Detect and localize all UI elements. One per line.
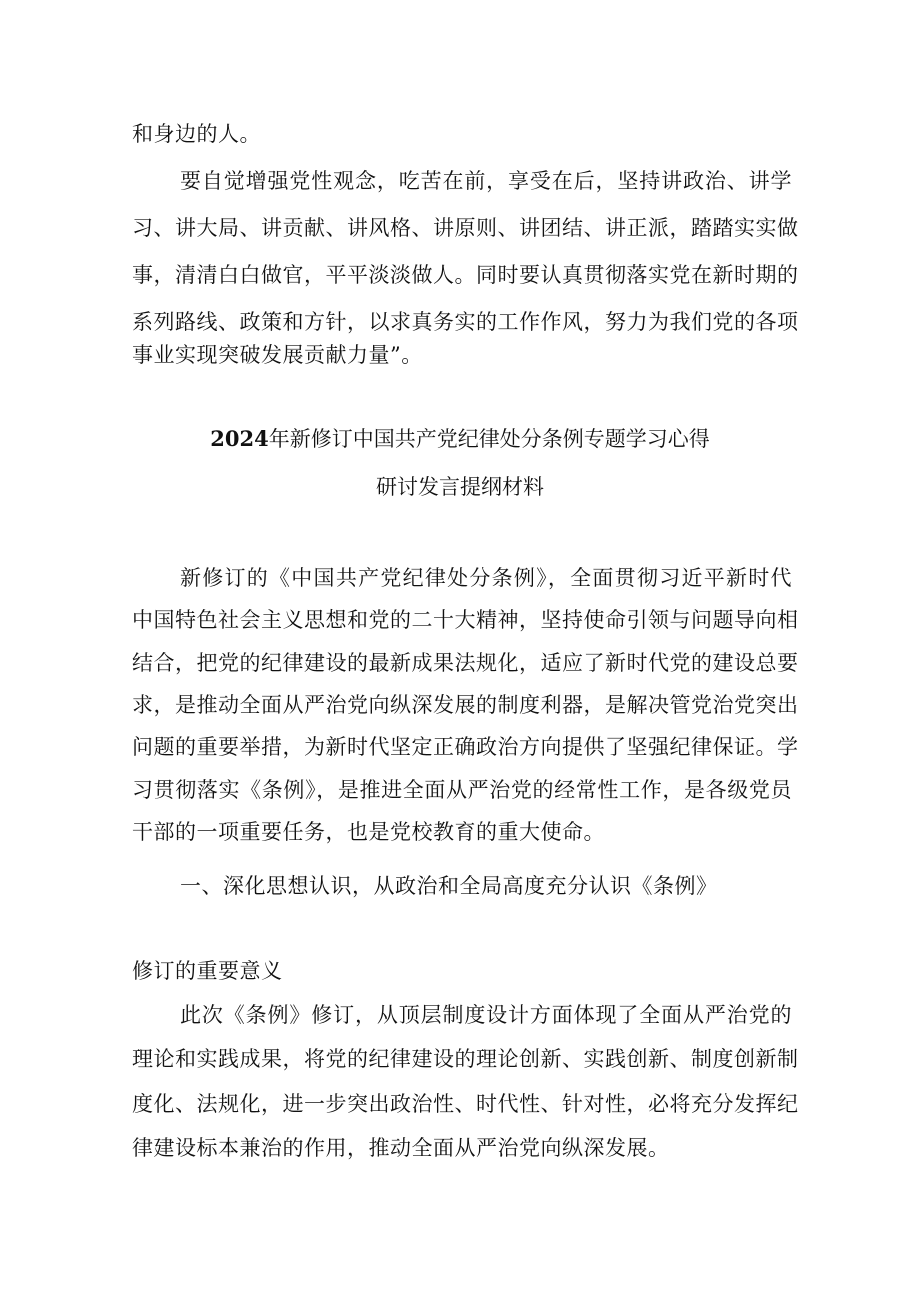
title-text: 年新修订中国共产党纪律处分条例专题学习心得 xyxy=(268,427,710,451)
paragraph4-line-3: 度化、法规化，进一步突出政治性、时代性、针对性，必将充分发挥纪 xyxy=(132,1092,799,1116)
paragraph3-line-5: 问题的重要举措，为新时代坚定正确政治方向提供了坚强纪律保证。学 xyxy=(132,735,799,759)
paragraph4-line-2: 理论和实践成果，将党的纪律建设的理论创新、实践创新、制度创新制 xyxy=(132,1047,799,1071)
paragraph4-line-1: 此次《条例》修订，从顶层制度设计方面体现了全面从严治党的 xyxy=(180,1003,792,1027)
paragraph3-line-3: 结合，把党的纪律建设的最新成果法规化，适应了新时代党的建设总要 xyxy=(132,651,799,675)
paragraph3-line-6: 习贯彻落实《条例》，是推进全面从严治党的经常性工作，是各级党员 xyxy=(132,778,792,802)
title-year: 2024 xyxy=(210,426,269,451)
paragraph2-line-3: 事，清清白白做官，平平淡淡做人。同时要认真贯彻落实党在新时期的 xyxy=(132,263,799,287)
paragraph3-line-2: 中国特色社会主义思想和党的二十大精神，坚持使命引领与问题导向相 xyxy=(132,608,799,632)
document-title-line-1 xyxy=(0,424,920,454)
section-heading-line-2: 修订的重要意义 xyxy=(132,959,283,983)
paragraph1-line-1: 和身边的人。 xyxy=(132,122,261,146)
paragraph2-line-1: 要自觉增强党性观念，吃苦在前，享受在后，坚持讲政治、讲学 xyxy=(180,169,792,193)
section-heading-line-1: 一、深化思想认识，从政治和全局高度充分认识《条例》 xyxy=(180,874,718,898)
paragraph2-line-4: 系列路线、政策和方针，以求真务实的工作作风，努力为我们党的各项 xyxy=(132,310,799,334)
paragraph3-line-7: 干部的一项重要任务，也是党校教育的重大使命。 xyxy=(132,820,605,844)
paragraph2-line-2: 习、讲大局、讲贡献、讲风格、讲原则、讲团结、讲正派，踏踏实实做 xyxy=(132,216,799,240)
paragraph2-line-5: 事业实现突破发展贡献力量”。 xyxy=(132,343,423,367)
paragraph3-line-1: 新修订的《中国共产党纪律处分条例》，全面贯彻习近平新时代 xyxy=(180,566,792,590)
paragraph4-line-4: 律建设标本兼治的作用，推动全面从严治党向纵深发展。 xyxy=(132,1136,670,1160)
paragraph3-line-4: 求，是推动全面从严治党向纵深发展的制度利器，是解决管党治党突出 xyxy=(132,693,799,717)
document-title-line-2: 研讨发言提纲材料 xyxy=(376,475,544,499)
